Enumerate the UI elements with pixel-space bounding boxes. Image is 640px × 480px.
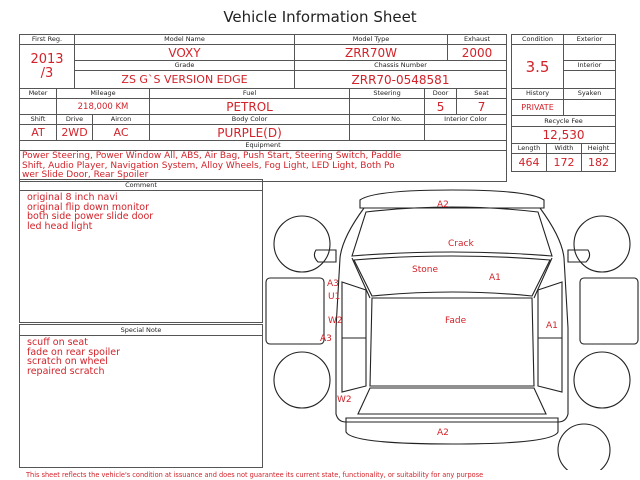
rear-glass-outline — [358, 388, 546, 414]
body-color-value: PURPLE(D) — [150, 125, 350, 141]
comment-lines — [20, 191, 262, 231]
a-pillar-left — [352, 258, 370, 298]
a-pillar-right — [534, 258, 552, 298]
history-value: PRIVATE — [512, 99, 564, 116]
special-note-label: Special Note — [20, 325, 262, 336]
damage-a2-front: A2 — [437, 200, 449, 210]
recycle-value: 12,530 — [512, 126, 616, 143]
front-bumper-outline — [360, 190, 544, 208]
special-note-line: scuff on seat — [27, 337, 88, 348]
wheel-rear-right — [574, 352, 630, 408]
chassis-label: Chassis Number — [295, 61, 507, 71]
first-reg-label: First Reg. — [20, 35, 75, 45]
special-note-line: fade on rear spoiler — [27, 346, 121, 358]
interior-label: Interior — [564, 61, 616, 71]
damage-w2-rear: W2 — [337, 395, 352, 405]
door-label: Door — [425, 89, 457, 99]
first-reg-month: /3 — [40, 65, 54, 81]
chassis-value: ZRR70-0548581 — [295, 71, 507, 89]
mileage-label: Mileage — [57, 89, 150, 99]
equipment-line: Power Steering, Power Window All, ABS, Air Bag, Push Start, Steering Switch, Paddle — [22, 151, 402, 161]
model-type-value: ZRR70W — [295, 45, 448, 61]
model-type-label: Model Type — [295, 35, 448, 45]
left-side-panel — [342, 282, 366, 392]
vehicle-info-table-mid — [19, 88, 507, 182]
drive-value: 2WD — [57, 125, 93, 141]
shift-label: Shift — [20, 115, 57, 125]
seat-value: 7 — [457, 99, 507, 115]
model-name-label: Model Name — [75, 35, 295, 45]
steering-label: Steering — [350, 89, 425, 99]
aircon-value: AC — [93, 125, 150, 141]
syaken-label: Syaken — [564, 89, 616, 100]
footer-disclaimer: This sheet reflects the vehicle's condition at issuance and does not guarantee its current state, functionality, or suitability for any purpose — [26, 471, 484, 479]
first-reg-value — [20, 45, 75, 89]
comment-line: original 8 inch navi — [27, 192, 118, 203]
damage-u1: U1 — [328, 292, 341, 302]
left-side-strip — [266, 278, 324, 344]
interior-color-value — [425, 125, 507, 141]
special-note-lines — [20, 336, 262, 376]
page-title: Vehicle Information Sheet — [223, 8, 417, 26]
fuel-label: Fuel — [150, 89, 350, 99]
wheel-rear-left — [274, 352, 330, 408]
right-side-strip — [580, 278, 638, 344]
exhaust-value: 2000 — [448, 45, 507, 61]
condition-table — [511, 34, 616, 89]
color-no-value — [350, 125, 425, 141]
wheel-front-right — [574, 216, 630, 272]
shift-value: AT — [20, 125, 57, 141]
condition-value: 3.5 — [512, 45, 564, 89]
steering-value — [350, 99, 425, 115]
history-table — [511, 88, 616, 172]
grade-value: ZS G`S VERSION EDGE — [75, 71, 295, 89]
windshield-outline — [354, 256, 550, 296]
damage-a1-hood: A1 — [489, 273, 501, 283]
interior-color-label: Interior Color — [425, 115, 507, 125]
right-side-panel — [538, 282, 562, 392]
wheel-front-left — [274, 216, 330, 272]
damage-a3-left-rear: A3 — [320, 334, 332, 344]
model-name-value: VOXY — [75, 45, 295, 61]
comment-line: both side power slide door — [27, 211, 154, 222]
comment-label: Comment — [20, 180, 262, 191]
damage-a2-rear: A2 — [437, 428, 449, 438]
roof-outline — [370, 298, 534, 386]
body-color-label: Body Color — [150, 115, 350, 125]
syaken-value — [564, 99, 616, 116]
damage-crack: Crack — [448, 239, 474, 249]
equipment-line: Shift, Audio Player, Navigation System, Alloy Wheels, Fog Light, LED Light, Both Po — [22, 160, 395, 171]
height-value: 182 — [582, 154, 616, 172]
first-reg-year: 2013 — [30, 51, 64, 67]
aircon-label: Aircon — [93, 115, 150, 125]
fuel-value: PETROL — [150, 99, 350, 115]
damage-fade: Fade — [445, 316, 467, 326]
exhaust-label: Exhaust — [448, 35, 507, 45]
special-note-line: repaired scratch — [27, 365, 105, 377]
damage-stone: Stone — [412, 265, 438, 275]
equipment-line: wer Slide Door, Rear Spoiler — [22, 170, 149, 180]
damage-a3-left: A3 — [327, 279, 339, 289]
width-value: 172 — [547, 154, 582, 172]
history-label: History — [512, 89, 564, 100]
comment-line: original flip down monitor — [27, 201, 150, 213]
length-value: 464 — [512, 154, 547, 172]
comment-line: led head light — [27, 220, 93, 232]
vehicle-info-table-top — [19, 34, 507, 89]
comment-box — [19, 179, 263, 323]
equipment-label: Equipment — [20, 141, 507, 151]
height-label: Height — [582, 143, 616, 154]
interior-value — [564, 71, 616, 89]
special-note-line: scratch on wheel — [27, 356, 108, 367]
exterior-value — [564, 45, 616, 61]
damage-a1-right: A1 — [546, 321, 558, 331]
mileage-value: 218,000 KM — [57, 99, 150, 115]
spare-wheel — [558, 424, 610, 470]
drive-label: Drive — [57, 115, 93, 125]
door-value: 5 — [425, 99, 457, 115]
grade-label: Grade — [75, 61, 295, 71]
recycle-label: Recycle Fee — [512, 116, 616, 127]
seat-label: Seat — [457, 89, 507, 99]
equipment-value — [20, 151, 507, 182]
color-no-label: Color No. — [350, 115, 425, 125]
width-label: Width — [547, 143, 582, 154]
special-note-box — [19, 324, 263, 468]
exterior-label: Exterior — [564, 35, 616, 45]
meter-value — [20, 99, 57, 115]
length-label: Length — [512, 143, 547, 154]
damage-w2-left: W2 — [328, 316, 343, 326]
condition-label: Condition — [512, 35, 564, 45]
meter-label: Meter — [20, 89, 57, 99]
